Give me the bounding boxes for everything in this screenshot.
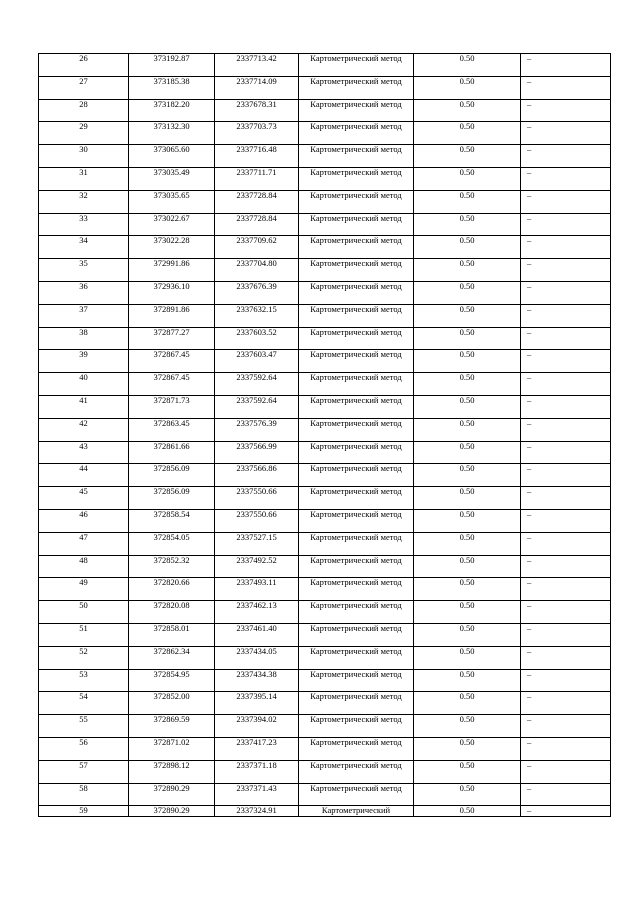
point-number-cell: 26 xyxy=(39,54,129,77)
point-number-cell: 27 xyxy=(39,76,129,99)
table-row xyxy=(39,715,611,738)
x-coordinate-cell: 372820.66 xyxy=(129,578,215,601)
accuracy-cell: 0.50 xyxy=(414,692,521,715)
point-number-cell: 38 xyxy=(39,327,129,350)
method-cell: Картометрический метод xyxy=(299,715,414,738)
accuracy-cell: 0.50 xyxy=(414,783,521,806)
method-cell: Картометрический метод xyxy=(299,464,414,487)
table-row xyxy=(39,418,611,441)
y-coordinate-cell: 2337550.66 xyxy=(215,509,299,532)
point-number-cell: 47 xyxy=(39,532,129,555)
point-number-cell: 45 xyxy=(39,487,129,510)
x-coordinate-cell: 372898.12 xyxy=(129,760,215,783)
x-coordinate-cell: 372869.59 xyxy=(129,715,215,738)
x-coordinate-cell: 373182.20 xyxy=(129,99,215,122)
table-row xyxy=(39,555,611,578)
point-number-cell: 51 xyxy=(39,623,129,646)
table-row xyxy=(39,669,611,692)
x-coordinate-cell: 372854.95 xyxy=(129,669,215,692)
note-cell: – xyxy=(521,259,611,282)
accuracy-cell: 0.50 xyxy=(414,623,521,646)
table-row xyxy=(39,327,611,350)
x-coordinate-cell: 372867.45 xyxy=(129,373,215,396)
note-cell: – xyxy=(521,692,611,715)
method-cell: Картометрический метод xyxy=(299,555,414,578)
x-coordinate-cell: 372991.86 xyxy=(129,259,215,282)
x-coordinate-cell: 372858.01 xyxy=(129,623,215,646)
note-cell: – xyxy=(521,760,611,783)
x-coordinate-cell: 372871.02 xyxy=(129,737,215,760)
method-cell: Картометрический метод xyxy=(299,692,414,715)
table-row xyxy=(39,281,611,304)
note-cell: – xyxy=(521,532,611,555)
table-row xyxy=(39,623,611,646)
note-cell: – xyxy=(521,395,611,418)
point-number-cell: 58 xyxy=(39,783,129,806)
table-row xyxy=(39,395,611,418)
note-cell: – xyxy=(521,578,611,601)
coordinates-table xyxy=(38,53,611,817)
point-number-cell: 35 xyxy=(39,259,129,282)
point-number-cell: 36 xyxy=(39,281,129,304)
y-coordinate-cell: 2337550.66 xyxy=(215,487,299,510)
note-cell: – xyxy=(521,487,611,510)
table-row xyxy=(39,692,611,715)
point-number-cell: 32 xyxy=(39,190,129,213)
point-number-cell: 50 xyxy=(39,601,129,624)
method-cell: Картометрический метод xyxy=(299,76,414,99)
accuracy-cell: 0.50 xyxy=(414,373,521,396)
table-row xyxy=(39,76,611,99)
y-coordinate-cell: 2337434.05 xyxy=(215,646,299,669)
method-cell: Картометрический метод xyxy=(299,646,414,669)
coordinates-table-body xyxy=(39,54,611,817)
x-coordinate-cell: 373035.49 xyxy=(129,167,215,190)
x-coordinate-cell: 372852.32 xyxy=(129,555,215,578)
y-coordinate-cell: 2337566.86 xyxy=(215,464,299,487)
point-number-cell: 57 xyxy=(39,760,129,783)
note-cell: – xyxy=(521,327,611,350)
x-coordinate-cell: 373065.60 xyxy=(129,145,215,168)
x-coordinate-cell: 372871.73 xyxy=(129,395,215,418)
y-coordinate-cell: 2337592.64 xyxy=(215,373,299,396)
point-number-cell: 53 xyxy=(39,669,129,692)
note-cell: – xyxy=(521,737,611,760)
method-cell: Картометрический метод xyxy=(299,122,414,145)
y-coordinate-cell: 2337714.09 xyxy=(215,76,299,99)
y-coordinate-cell: 2337728.84 xyxy=(215,190,299,213)
method-cell: Картометрический метод xyxy=(299,418,414,441)
y-coordinate-cell: 2337704.80 xyxy=(215,259,299,282)
table-row xyxy=(39,532,611,555)
table-row xyxy=(39,487,611,510)
point-number-cell: 42 xyxy=(39,418,129,441)
table-row xyxy=(39,578,611,601)
method-cell: Картометрический метод xyxy=(299,350,414,373)
method-cell: Картометрический метод xyxy=(299,190,414,213)
x-coordinate-cell: 372936.10 xyxy=(129,281,215,304)
x-coordinate-cell: 372862.34 xyxy=(129,646,215,669)
note-cell: – xyxy=(521,441,611,464)
point-number-cell: 39 xyxy=(39,350,129,373)
method-cell: Картометрический метод xyxy=(299,578,414,601)
y-coordinate-cell: 2337566.99 xyxy=(215,441,299,464)
x-coordinate-cell: 372856.09 xyxy=(129,487,215,510)
accuracy-cell: 0.50 xyxy=(414,350,521,373)
point-number-cell: 55 xyxy=(39,715,129,738)
point-number-cell: 34 xyxy=(39,236,129,259)
note-cell: – xyxy=(521,190,611,213)
note-cell: – xyxy=(521,99,611,122)
method-cell: Картометрический метод xyxy=(299,373,414,396)
x-coordinate-cell: 373022.67 xyxy=(129,213,215,236)
x-coordinate-cell: 372856.09 xyxy=(129,464,215,487)
y-coordinate-cell: 2337632.15 xyxy=(215,304,299,327)
point-number-cell: 48 xyxy=(39,555,129,578)
note-cell: – xyxy=(521,122,611,145)
method-cell: Картометрический метод xyxy=(299,601,414,624)
table-row xyxy=(39,373,611,396)
note-cell: – xyxy=(521,167,611,190)
method-cell: Картометрический метод xyxy=(299,304,414,327)
x-coordinate-cell: 372861.66 xyxy=(129,441,215,464)
accuracy-cell: 0.50 xyxy=(414,213,521,236)
accuracy-cell: 0.50 xyxy=(414,54,521,77)
table-row xyxy=(39,441,611,464)
note-cell: – xyxy=(521,213,611,236)
method-cell: Картометрический xyxy=(299,806,414,817)
table-row xyxy=(39,350,611,373)
table-row xyxy=(39,122,611,145)
note-cell: – xyxy=(521,76,611,99)
method-cell: Картометрический метод xyxy=(299,783,414,806)
accuracy-cell: 0.50 xyxy=(414,806,521,817)
note-cell: – xyxy=(521,783,611,806)
x-coordinate-cell: 372863.45 xyxy=(129,418,215,441)
table-row xyxy=(39,54,611,77)
table-row xyxy=(39,737,611,760)
y-coordinate-cell: 2337461.40 xyxy=(215,623,299,646)
y-coordinate-cell: 2337592.64 xyxy=(215,395,299,418)
point-number-cell: 33 xyxy=(39,213,129,236)
method-cell: Картометрический метод xyxy=(299,669,414,692)
accuracy-cell: 0.50 xyxy=(414,327,521,350)
y-coordinate-cell: 2337527.15 xyxy=(215,532,299,555)
accuracy-cell: 0.50 xyxy=(414,760,521,783)
y-coordinate-cell: 2337716.48 xyxy=(215,145,299,168)
method-cell: Картометрический метод xyxy=(299,441,414,464)
accuracy-cell: 0.50 xyxy=(414,418,521,441)
accuracy-cell: 0.50 xyxy=(414,669,521,692)
table-row xyxy=(39,783,611,806)
y-coordinate-cell: 2337678.31 xyxy=(215,99,299,122)
accuracy-cell: 0.50 xyxy=(414,259,521,282)
point-number-cell: 46 xyxy=(39,509,129,532)
accuracy-cell: 0.50 xyxy=(414,555,521,578)
accuracy-cell: 0.50 xyxy=(414,167,521,190)
accuracy-cell: 0.50 xyxy=(414,99,521,122)
table-row xyxy=(39,190,611,213)
table-row xyxy=(39,259,611,282)
accuracy-cell: 0.50 xyxy=(414,509,521,532)
accuracy-cell: 0.50 xyxy=(414,646,521,669)
method-cell: Картометрический метод xyxy=(299,213,414,236)
y-coordinate-cell: 2337709.62 xyxy=(215,236,299,259)
accuracy-cell: 0.50 xyxy=(414,76,521,99)
x-coordinate-cell: 372858.54 xyxy=(129,509,215,532)
y-coordinate-cell: 2337493.11 xyxy=(215,578,299,601)
y-coordinate-cell: 2337713.42 xyxy=(215,54,299,77)
point-number-cell: 49 xyxy=(39,578,129,601)
point-number-cell: 52 xyxy=(39,646,129,669)
table-row xyxy=(39,304,611,327)
x-coordinate-cell: 372867.45 xyxy=(129,350,215,373)
accuracy-cell: 0.50 xyxy=(414,395,521,418)
y-coordinate-cell: 2337462.13 xyxy=(215,601,299,624)
point-number-cell: 40 xyxy=(39,373,129,396)
accuracy-cell: 0.50 xyxy=(414,601,521,624)
table-row xyxy=(39,509,611,532)
table-row xyxy=(39,760,611,783)
table-row xyxy=(39,236,611,259)
x-coordinate-cell: 372890.29 xyxy=(129,783,215,806)
x-coordinate-cell: 373132.30 xyxy=(129,122,215,145)
method-cell: Картометрический метод xyxy=(299,532,414,555)
table-row xyxy=(39,646,611,669)
accuracy-cell: 0.50 xyxy=(414,281,521,304)
note-cell: – xyxy=(521,373,611,396)
method-cell: Картометрический метод xyxy=(299,281,414,304)
y-coordinate-cell: 2337703.73 xyxy=(215,122,299,145)
method-cell: Картометрический метод xyxy=(299,395,414,418)
point-number-cell: 30 xyxy=(39,145,129,168)
note-cell: – xyxy=(521,236,611,259)
note-cell: – xyxy=(521,304,611,327)
x-coordinate-cell: 373022.28 xyxy=(129,236,215,259)
table-row xyxy=(39,99,611,122)
x-coordinate-cell: 372820.08 xyxy=(129,601,215,624)
note-cell: – xyxy=(521,418,611,441)
table-row xyxy=(39,601,611,624)
x-coordinate-cell: 372852.00 xyxy=(129,692,215,715)
note-cell: – xyxy=(521,350,611,373)
note-cell: – xyxy=(521,715,611,738)
accuracy-cell: 0.50 xyxy=(414,441,521,464)
note-cell: – xyxy=(521,601,611,624)
y-coordinate-cell: 2337395.14 xyxy=(215,692,299,715)
note-cell: – xyxy=(521,806,611,817)
y-coordinate-cell: 2337492.52 xyxy=(215,555,299,578)
y-coordinate-cell: 2337394.02 xyxy=(215,715,299,738)
point-number-cell: 43 xyxy=(39,441,129,464)
y-coordinate-cell: 2337576.39 xyxy=(215,418,299,441)
x-coordinate-cell: 373192.87 xyxy=(129,54,215,77)
point-number-cell: 28 xyxy=(39,99,129,122)
method-cell: Картометрический метод xyxy=(299,760,414,783)
y-coordinate-cell: 2337434.38 xyxy=(215,669,299,692)
method-cell: Картометрический метод xyxy=(299,327,414,350)
note-cell: – xyxy=(521,145,611,168)
point-number-cell: 44 xyxy=(39,464,129,487)
x-coordinate-cell: 372854.05 xyxy=(129,532,215,555)
accuracy-cell: 0.50 xyxy=(414,145,521,168)
accuracy-cell: 0.50 xyxy=(414,190,521,213)
y-coordinate-cell: 2337371.18 xyxy=(215,760,299,783)
point-number-cell: 31 xyxy=(39,167,129,190)
note-cell: – xyxy=(521,54,611,77)
accuracy-cell: 0.50 xyxy=(414,122,521,145)
x-coordinate-cell: 372890.29 xyxy=(129,806,215,817)
y-coordinate-cell: 2337371.43 xyxy=(215,783,299,806)
point-number-cell: 54 xyxy=(39,692,129,715)
accuracy-cell: 0.50 xyxy=(414,304,521,327)
table-row xyxy=(39,464,611,487)
table-row xyxy=(39,213,611,236)
x-coordinate-cell: 373035.65 xyxy=(129,190,215,213)
point-number-cell: 37 xyxy=(39,304,129,327)
x-coordinate-cell: 373185.38 xyxy=(129,76,215,99)
method-cell: Картометрический метод xyxy=(299,509,414,532)
note-cell: – xyxy=(521,669,611,692)
table-row xyxy=(39,145,611,168)
method-cell: Картометрический метод xyxy=(299,259,414,282)
x-coordinate-cell: 372877.27 xyxy=(129,327,215,350)
table-row xyxy=(39,167,611,190)
accuracy-cell: 0.50 xyxy=(414,532,521,555)
y-coordinate-cell: 2337603.47 xyxy=(215,350,299,373)
method-cell: Картометрический метод xyxy=(299,99,414,122)
note-cell: – xyxy=(521,646,611,669)
y-coordinate-cell: 2337603.52 xyxy=(215,327,299,350)
table-row xyxy=(39,806,611,817)
point-number-cell: 59 xyxy=(39,806,129,817)
accuracy-cell: 0.50 xyxy=(414,487,521,510)
y-coordinate-cell: 2337728.84 xyxy=(215,213,299,236)
y-coordinate-cell: 2337324.91 xyxy=(215,806,299,817)
note-cell: – xyxy=(521,281,611,304)
point-number-cell: 56 xyxy=(39,737,129,760)
note-cell: – xyxy=(521,623,611,646)
accuracy-cell: 0.50 xyxy=(414,236,521,259)
method-cell: Картометрический метод xyxy=(299,487,414,510)
y-coordinate-cell: 2337711.71 xyxy=(215,167,299,190)
y-coordinate-cell: 2337417.23 xyxy=(215,737,299,760)
method-cell: Картометрический метод xyxy=(299,145,414,168)
x-coordinate-cell: 372891.86 xyxy=(129,304,215,327)
method-cell: Картометрический метод xyxy=(299,236,414,259)
note-cell: – xyxy=(521,464,611,487)
accuracy-cell: 0.50 xyxy=(414,464,521,487)
accuracy-cell: 0.50 xyxy=(414,578,521,601)
note-cell: – xyxy=(521,509,611,532)
method-cell: Картометрический метод xyxy=(299,737,414,760)
note-cell: – xyxy=(521,555,611,578)
y-coordinate-cell: 2337676.39 xyxy=(215,281,299,304)
point-number-cell: 29 xyxy=(39,122,129,145)
method-cell: Картометрический метод xyxy=(299,623,414,646)
accuracy-cell: 0.50 xyxy=(414,737,521,760)
method-cell: Картометрический метод xyxy=(299,54,414,77)
accuracy-cell: 0.50 xyxy=(414,715,521,738)
point-number-cell: 41 xyxy=(39,395,129,418)
method-cell: Картометрический метод xyxy=(299,167,414,190)
